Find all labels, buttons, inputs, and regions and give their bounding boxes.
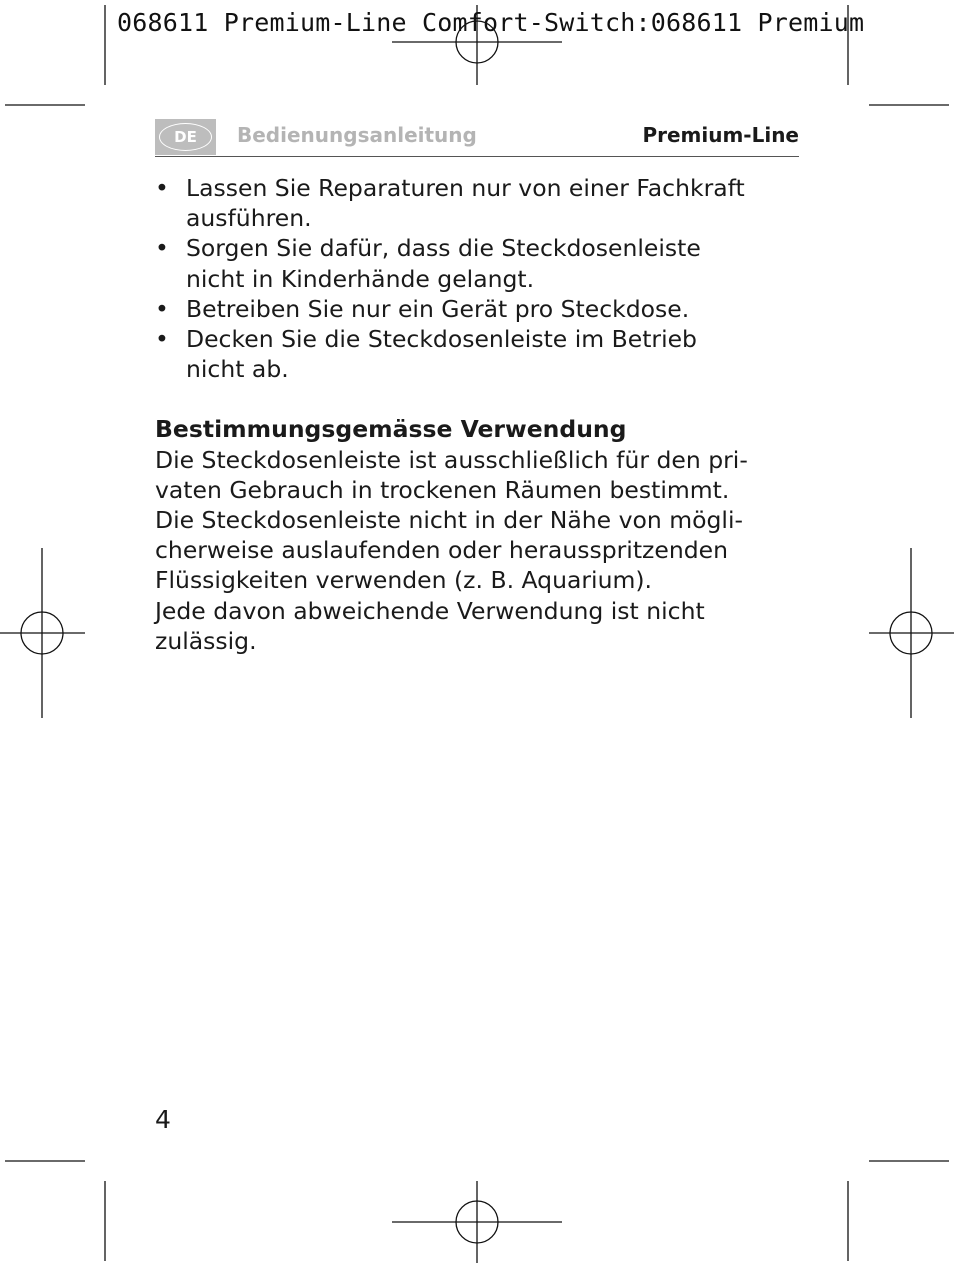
bullet-item xyxy=(155,173,805,233)
bullet-text-line: Betreiben Sie nur ein Gerät pro Steckdose. xyxy=(186,294,690,323)
bullet-text-line: nicht in Kinderhände gelangt. xyxy=(186,264,535,293)
bullet-glyph: • xyxy=(155,234,169,263)
language-badge xyxy=(155,119,216,155)
bullet-item xyxy=(155,294,805,324)
paragraph-line: Jede davon abweichende Verwendung ist nicht xyxy=(155,596,705,625)
section-paragraph xyxy=(155,445,805,656)
print-slug-line: 068611 Premium-Line Comfort-Switch:068611 Premium xyxy=(117,8,865,37)
paragraph-line: Flüssigkeiten verwenden (z. B. Aquarium). xyxy=(155,566,652,595)
registration-mark-bottom xyxy=(392,1181,562,1263)
language-badge-label: DE xyxy=(174,128,197,146)
bullet-text-line: ausführen. xyxy=(186,204,312,233)
paragraph-line: vaten Gebrauch in trockenen Räumen bestimmt. xyxy=(155,475,730,504)
bullet-glyph: • xyxy=(155,174,169,202)
bullet-text-line: Decken Sie die Steckdosenleiste im Betrieb xyxy=(186,325,697,354)
registration-mark-right xyxy=(869,548,954,718)
bullet-text-line: Sorgen Sie dafür, dass die Steckdosenleiste xyxy=(186,234,701,263)
product-label: Premium-Line xyxy=(642,123,799,147)
page-number: 4 xyxy=(155,1105,171,1134)
page-header xyxy=(155,118,799,157)
bullet-item xyxy=(155,324,805,384)
bullet-item xyxy=(155,233,805,293)
bullet-text-line: nicht ab. xyxy=(186,355,289,384)
paragraph-line: Die Steckdosenleiste ist ausschließlich für den pri- xyxy=(155,445,748,474)
manual-label: Bedienungsanleitung xyxy=(237,123,477,147)
paragraph-line: cherweise auslaufenden oder herausspritzenden xyxy=(155,536,728,565)
paragraph-line: zulässig. xyxy=(155,626,257,655)
registration-mark-left xyxy=(0,548,85,718)
bullet-glyph: • xyxy=(155,325,169,354)
section-heading: Bestimmungsgemässe Verwendung xyxy=(155,415,627,444)
page-body xyxy=(155,173,805,656)
bullet-glyph: • xyxy=(155,294,169,323)
safety-bullet-list xyxy=(155,173,805,384)
paragraph-line: Die Steckdosenleiste nicht in der Nähe von mögli- xyxy=(155,506,743,535)
bullet-text-line: Lassen Sie Reparaturen nur von einer Fachkraft xyxy=(186,174,745,202)
